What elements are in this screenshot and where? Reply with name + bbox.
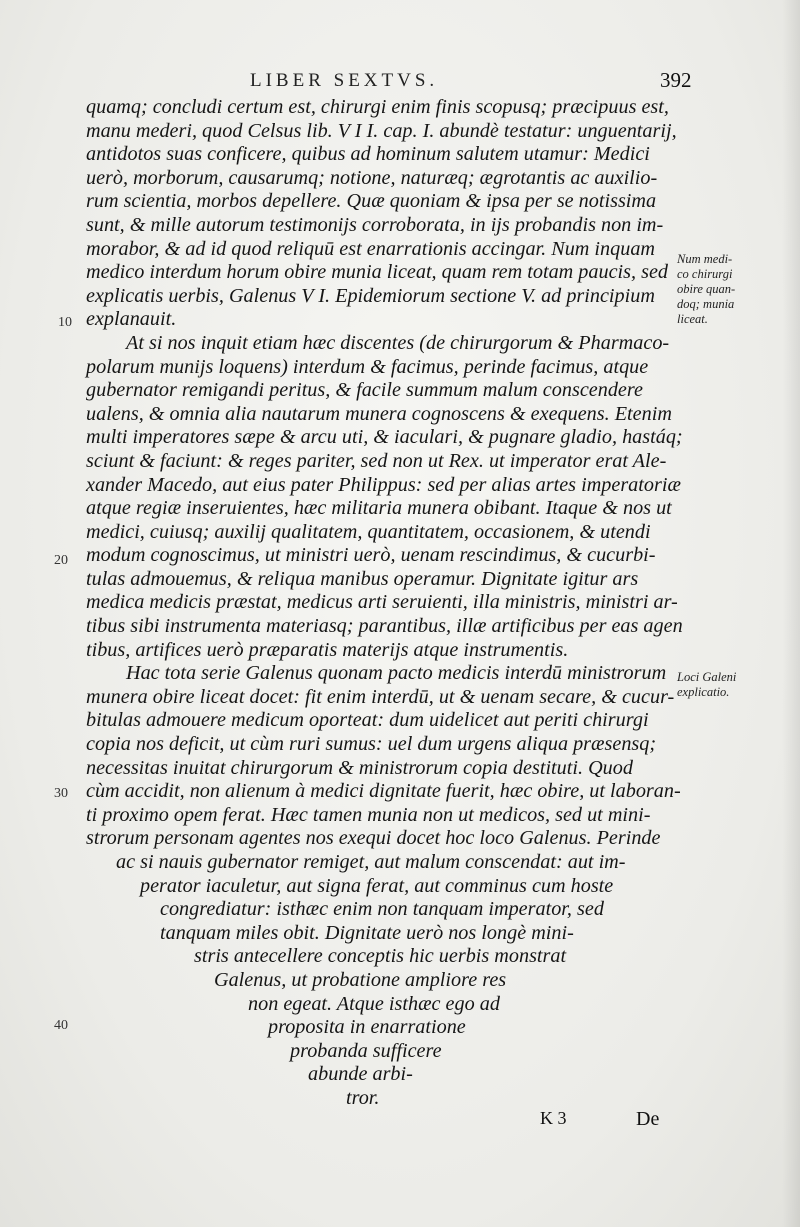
text-line: xander Macedo, aut eius pater Philippus: sed per alias artes imperatoriæ <box>86 473 681 496</box>
page-edge-shadow <box>782 0 800 1227</box>
paragraph-start-line: At si nos inquit etiam hæc discentes (de chirurgorum & Pharmaco- <box>126 331 670 354</box>
tapered-line: perator iaculetur, aut signa ferat, aut comminus cum hoste <box>140 874 614 897</box>
tapered-line: abunde arbi- <box>308 1063 413 1086</box>
text-line: gubernator remigandi peritus, & facile summum malum conscendere <box>86 379 643 402</box>
text-line: tibus, artifices uerò præparatis materijs atque instrumentis. <box>86 638 569 661</box>
main-text-block <box>86 96 683 1111</box>
tapered-line: proposita in enarratione <box>268 1016 466 1039</box>
text-line: sciunt & faciunt: & reges pariter, sed non ut Rex. ut imperator erat Ale- <box>86 449 667 472</box>
tapered-line: ac si nauis gubernator remiget, aut malum conscendat: aut im- <box>116 851 626 873</box>
tapered-line: non egeat. Atque isthæc ego ad <box>248 992 500 1015</box>
text-line: munera obire liceat docet: fit enim interdū, ut & uenam secare, & cucur- <box>86 685 675 708</box>
text-line: tulas admouemus, & reliqua manibus operamur. Dignitate igitur ars <box>86 567 639 590</box>
marginal-note-line: Loci Galeni <box>677 670 737 684</box>
text-line: cùm accidit, non alienum à medici dignitate fuerit, hæc obire, ut laboran- <box>86 780 681 803</box>
marginal-note-line: obire quan- <box>677 282 736 296</box>
signature-line <box>0 1108 800 1136</box>
text-line: copia nos deficit, ut cùm ruri sumus: uel dum urgens aliqua præsensq; <box>86 733 657 756</box>
text-line: manu mederi, quod Celsus lib. V I I. cap. I. abundè testatur: unguentarij, <box>86 119 677 142</box>
marginal-note <box>677 670 787 700</box>
tapered-line: tanquam miles obit. Dignitate uerò nos longè mini- <box>160 921 574 944</box>
line-number: 40 <box>54 1018 68 1033</box>
text-line: antidotos suas conficere, quibus ad hominum salutem utamur: Medici <box>86 143 650 166</box>
text-line: medica medicis præstat, medicus arti seruienti, illa ministris, ministri ar- <box>86 591 678 614</box>
text-line: explanauit. <box>86 308 177 331</box>
text-line: morabor, & ad id quod reliquū est enarrationis accingar. Num inquam <box>86 237 655 260</box>
text-line: strorum personam agentes nos exequi docet hoc loco Galenus. Perinde <box>86 827 661 850</box>
line-number: 10 <box>58 315 72 330</box>
marginal-note <box>677 252 787 327</box>
tapered-line: Galenus, ut probatione ampliore res <box>214 968 507 991</box>
text-line: ti proximo opem ferat. Hæc tamen munia non ut medicos, sed ut mini- <box>86 803 651 826</box>
text-line: modum cognoscimus, ut ministri uerò, uenam rescindimus, & cucurbi- <box>86 544 656 567</box>
tapered-line: probanda sufficere <box>290 1039 442 1062</box>
paragraph-start-line: Hac tota serie Galenus quonam pacto medicis interdū ministrorum <box>126 662 667 685</box>
tapered-line: congrediatur: isthæc enim non tanquam imperator, sed <box>160 898 604 921</box>
tapered-line: stris antecellere conceptis hic uerbis monstrat <box>194 945 567 968</box>
text-line: medici, cuiusq; auxilij qualitatem, quantitatem, occasionem, & utendi <box>86 520 651 543</box>
tapered-line: tror. <box>346 1086 380 1109</box>
text-line: ualens, & omnia alia nautarum munera cognoscens & exequens. Etenim <box>86 402 672 425</box>
text-line: sunt, & mille autorum testimonijs corroborata, in ijs probandis non im- <box>86 213 664 236</box>
line-number: 30 <box>54 786 68 801</box>
marginal-note-line: liceat. <box>677 312 708 326</box>
text-line: tibus sibi instrumenta materiasq; parantibus, illæ artificibus per eas agen <box>86 615 683 638</box>
text-line: bitulas admouere medicum oporteat: dum uidelicet aut periti chirurgi <box>86 709 649 732</box>
marginal-note-line: Num medi- <box>677 252 733 266</box>
text-line: necessitas inuitat chirurgorum & ministrorum copia destituti. Quod <box>86 756 633 779</box>
text-line: multi imperatores sæpe & arcu uti, & iaculari, & pugnare gladio, hastáq; <box>86 426 683 449</box>
running-head-title: LIBER SEXTVS. <box>250 70 439 91</box>
folio-number: 392 <box>660 68 692 92</box>
signature-mark: K 3 <box>540 1108 567 1128</box>
text-line: uerò, morborum, causarumq; notione, naturæq; ægrotantis ac auxilio- <box>86 166 658 189</box>
text-line: rum scientia, morbos depellere. Quæ quoniam & ipsa per se notissima <box>86 190 657 213</box>
catchword: De <box>636 1108 660 1130</box>
text-line: polarum munijs loquens) interdum & facimus, perinde facimus, atque <box>86 355 649 378</box>
text-line: quamq; concludi certum est, chirurgi enim finis scopusq; præcipuus est, <box>86 96 669 118</box>
text-line: medico interdum horum obire munia liceat, quam rem totam paucis, sed <box>86 261 668 284</box>
marginal-note-line: co chirurgi <box>677 267 733 281</box>
text-line: explicatis uerbis, Galenus V I. Epidemiorum sectione V. ad principium <box>86 284 655 307</box>
text-line: atque regiæ inseruientes, hæc militaria munera obibant. Itaque & nos ut <box>86 497 672 520</box>
line-number: 20 <box>54 553 68 568</box>
marginal-note-line: doq; munia <box>677 297 735 311</box>
marginal-note-line: explicatio. <box>677 685 730 699</box>
